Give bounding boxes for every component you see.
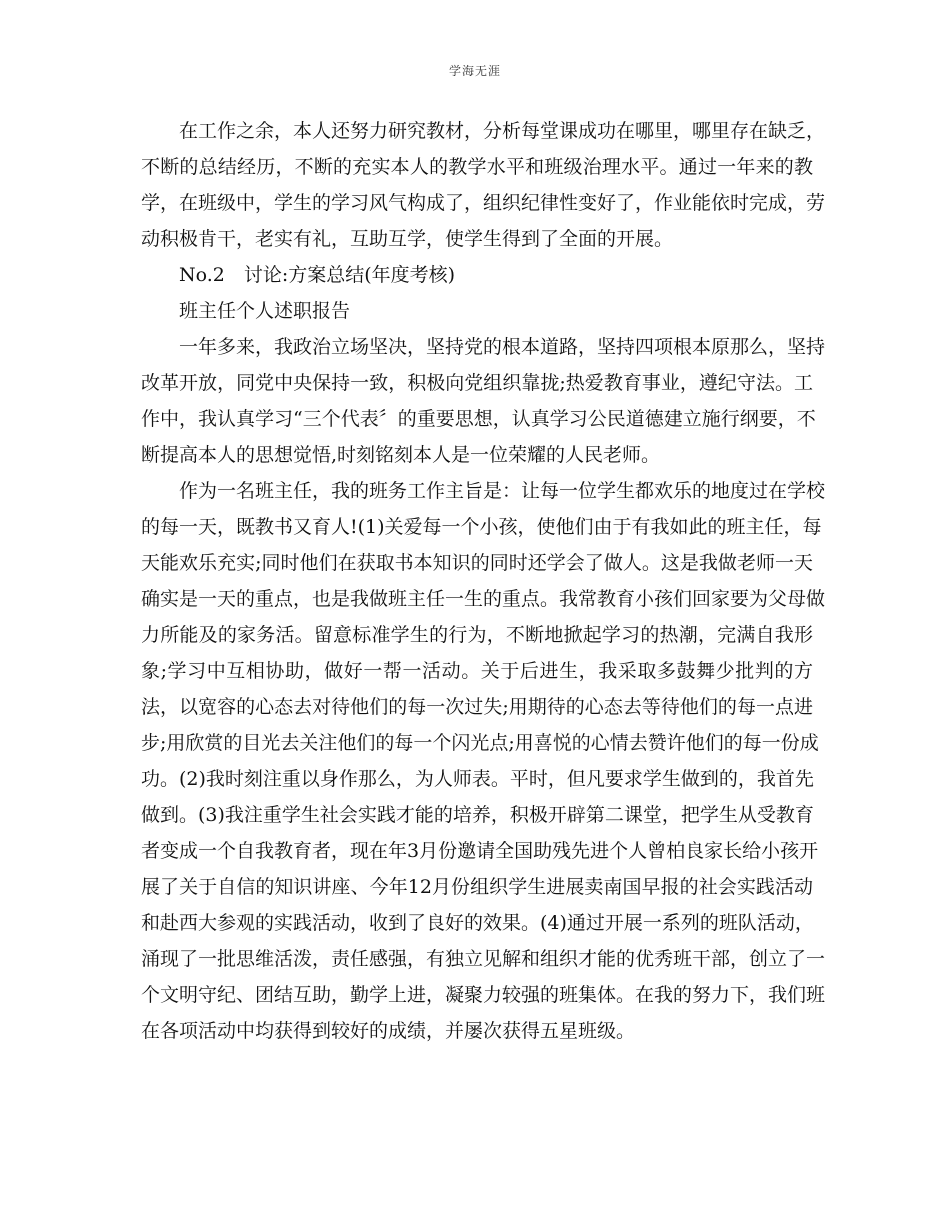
paragraph-line: 涌现了一批思维活泼，责任感强，有独立见解和组织才能的优秀班干部，创立了一	[141, 948, 826, 970]
paragraph-line: 作中，我认真学习“三个代表〞的重要思想，认真学习公民道德建立施行纲要，不	[141, 408, 816, 430]
paragraph-line: 力所能及的家务活。留意标准学生的行为，不断地掀起学习的热潮，完满自我形	[141, 624, 813, 646]
paragraph-line: 改革开放，同党中央保持一致，积极向党组织靠拢;热爱教育事业，遵纪守法。工	[141, 372, 813, 394]
paragraph-line: 个文明守纪、团结互助，勤学上进，凝聚力较强的班集体。在我的努力下，我们班	[141, 984, 826, 1006]
document-body	[141, 113, 826, 1049]
paragraph-political-stance	[141, 329, 826, 473]
section-subheading: 班主任个人述职报告	[179, 300, 351, 322]
paragraph-teaching-research	[141, 113, 826, 257]
paragraph-line: 的每一天，既教书又育人!(1)关爱每一个小孩，使他们由于有我如此的班主任，每	[141, 516, 822, 538]
paragraph-line: 者变成一个自我教育者，现在年3月份邀请全国助残先进个人曾柏良家长给小孩开	[141, 840, 819, 862]
paragraph-line: 天能欢乐充实;同时他们在获取书本知识的同时还学会了做人。这是我做老师一天	[141, 552, 813, 574]
paragraph-line: 作为一名班主任，我的班务工作主旨是：让每一位学生都欢乐的地度过在学校	[179, 480, 826, 502]
paragraph-line: 学，在班级中，学生的学习风气构成了，组织纪律性变好了，作业能依时完成，劳	[141, 192, 826, 214]
paragraph-line: 做到。(3)我注重学生社会实践才能的培养，积极开辟第二课堂，把学生从受教育	[141, 804, 814, 826]
paragraph-line: 一年多来，我政治立场坚决，坚持党的根本道路，坚持四项根本原那么，坚持	[179, 336, 826, 358]
paragraph-line: 动积极肯干，老实有礼，互助互学，使学生得到了全面的开展。	[141, 228, 674, 250]
section-heading: No.2 讨论:方案总结(年度考核)	[179, 264, 456, 286]
paragraph-line: 在工作之余，本人还努力研究教材，分析每堂课成功在哪里，哪里存在缺乏，	[179, 120, 826, 142]
paragraph-line: 象;学习中互相协助，做好一帮一活动。关于后进生，我采取多鼓舞少批判的方	[141, 660, 813, 682]
paragraph-line: 展了关于自信的知识讲座、今年12月份组织学生进展卖南国早报的社会实践活动	[141, 876, 813, 898]
paragraph-line: 法，以宽容的心态去对待他们的每一次过失;用期待的心态去等待他们的每一点进	[141, 696, 813, 718]
paragraph-line: 和赴西大参观的实践活动，收到了良好的效果。(4)通过开展一系列的班队活动，	[141, 912, 814, 934]
paragraph-line: 在各项活动中均获得到较好的成绩，并屡次获得五星班级。	[141, 1020, 636, 1042]
paragraph-line: 步;用欣赏的目光去关注他们的每一个闪光点;用喜悦的心情去赞许他们的每一份成	[141, 732, 819, 754]
paragraph-line: 功。(2)我时刻注重以身作那么，为人师表。平时，但凡要求学生做到的，我首先	[141, 768, 814, 790]
paragraph-class-work	[141, 473, 826, 1049]
paragraph-line: 不断的总结经历，不断的充实本人的教学水平和班级治理水平。通过一年来的教	[141, 156, 813, 178]
page-header: 学海无涯	[448, 64, 501, 78]
paragraph-line: 确实是一天的重点，也是我做班主任一生的重点。我常教育小孩们回家要为父母做	[141, 588, 826, 610]
paragraph-line: 断提高本人的思想觉悟,时刻铭刻本人是一位荣耀的人民老师。	[141, 444, 661, 466]
